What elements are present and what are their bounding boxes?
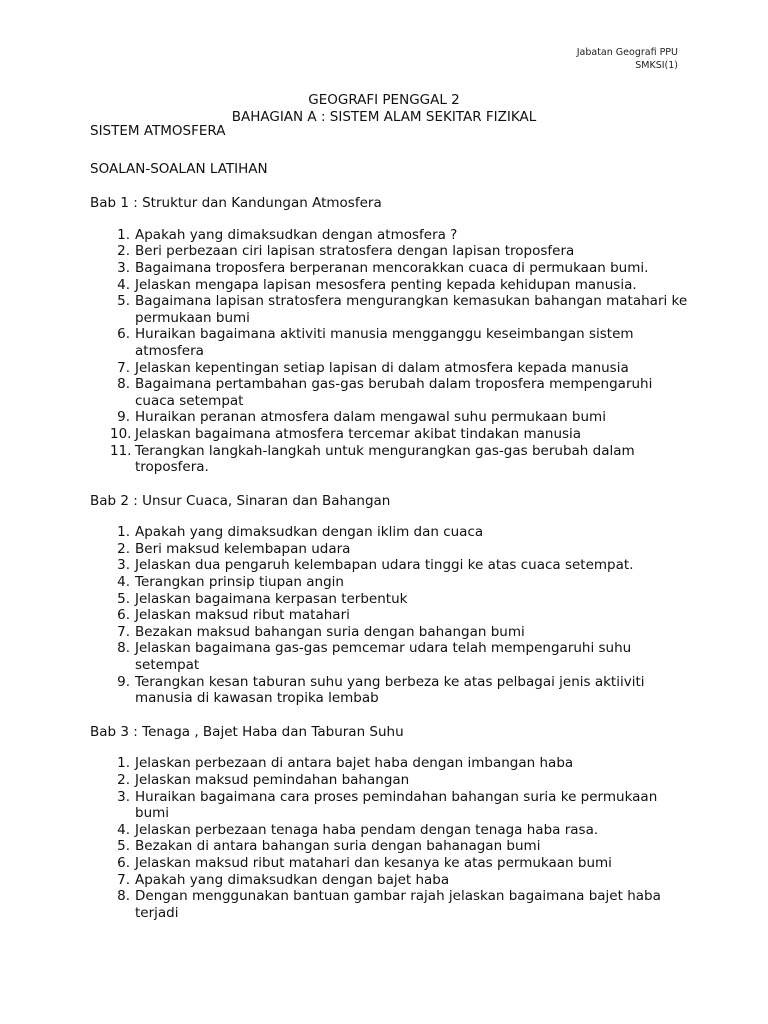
question-number: 4. xyxy=(117,276,130,293)
question-text: Jelaskan maksud pemindahan bahangan xyxy=(135,772,410,788)
question-text: Bezakan di antara bahangan suria dengan bahanagan bumi xyxy=(135,838,541,855)
question-number: 8. xyxy=(117,640,130,657)
question-number: 11. xyxy=(110,442,132,459)
question-text: Dengan menggunakan bantuan gambar rajah jelaskan bagaimana bajet haba terjadi xyxy=(135,888,661,921)
question-text: Terangkan langkah-langkah untuk mengurangkan gas-gas berubah dalam troposfera. xyxy=(135,442,635,476)
question-item xyxy=(90,855,690,872)
question-item xyxy=(90,524,690,541)
question-text: Jelaskan mengapa lapisan mesosfera penting kepada kehidupan manusia. xyxy=(135,276,637,293)
question-list xyxy=(90,524,690,707)
question-number: 6. xyxy=(117,326,130,343)
question-item xyxy=(90,326,690,359)
question-text: Huraikan bagaimana cara proses pemindahan bahangan suria ke permukaan bumi xyxy=(135,788,658,822)
question-text: Beri perbezaan ciri lapisan stratosfera dengan lapisan troposfera xyxy=(135,243,575,260)
question-item xyxy=(90,640,690,673)
question-text: Jelaskan dua pengaruh kelembapan udara tinggi ke atas cuaca setempat. xyxy=(135,557,634,574)
header-school: SMKSI(1) xyxy=(635,60,678,71)
question-number: 1. xyxy=(117,755,130,772)
question-item xyxy=(90,243,690,260)
question-item xyxy=(90,541,690,558)
section-heading: SOALAN-SOALAN LATIHAN xyxy=(90,160,268,177)
question-text: Bagaimana pertambahan gas-gas berubah dalam troposfera mempengaruhi cuaca setempat xyxy=(135,376,653,409)
header-department: Jabatan Geografi PPU xyxy=(576,47,678,58)
question-number: 3. xyxy=(117,259,130,276)
title-line-1: GEOGRAFI PENGGAL 2 xyxy=(308,92,460,108)
question-text: Apakah yang dimaksudkan dengan atmosfera ? xyxy=(135,226,458,243)
question-text: Jelaskan maksud ribut matahari dan kesanya ke atas permukaan bumi xyxy=(135,854,612,871)
question-text: Jelaskan bagaimana atmosfera tercemar akibat tindakan manusia xyxy=(135,425,582,442)
question-item xyxy=(90,443,690,476)
question-number: 3. xyxy=(117,788,130,805)
question-item xyxy=(90,789,690,822)
question-item xyxy=(90,674,690,707)
question-item xyxy=(90,822,690,839)
question-item xyxy=(90,591,690,608)
question-text: Huraikan peranan atmosfera dalam mengawal suhu permukaan bumi xyxy=(135,409,606,426)
question-text: Terangkan prinsip tiupan angin xyxy=(135,574,344,591)
question-text: Jelaskan bagaimana gas-gas pemcemar udara telah mempengaruhi suhu setempat xyxy=(135,640,632,674)
question-number: 1. xyxy=(117,226,130,243)
question-item xyxy=(90,376,690,409)
document-title xyxy=(0,92,768,126)
question-item xyxy=(90,293,690,326)
question-number: 3. xyxy=(117,557,130,574)
question-item xyxy=(90,574,690,591)
question-list xyxy=(90,227,690,476)
question-text: Huraikan bagaimana aktiviti manusia mengganggu keseimbangan sistem atmosfera xyxy=(135,326,634,359)
question-number: 5. xyxy=(117,590,130,607)
question-number: 5. xyxy=(117,838,130,855)
question-text: Apakah yang dimaksudkan dengan bajet haba xyxy=(135,871,450,888)
question-text: Bezakan maksud bahangan suria dengan bahangan bumi xyxy=(135,623,525,640)
question-item xyxy=(90,872,690,889)
subject-heading: SISTEM ATMOSFERA xyxy=(90,123,226,139)
question-text: Jelaskan perbezaan tenaga haba pendam dengan tenaga haba rasa. xyxy=(135,821,599,838)
question-item xyxy=(90,772,690,789)
question-text: Jelaskan maksud ribut matahari xyxy=(135,607,350,624)
question-number: 7. xyxy=(117,871,130,888)
question-number: 6. xyxy=(117,854,130,871)
question-number: 1. xyxy=(117,524,130,541)
document-body xyxy=(90,123,690,938)
question-number: 8. xyxy=(117,376,130,393)
question-number: 6. xyxy=(117,607,130,624)
question-text: Bagaimana lapisan stratosfera mengurangkan kemasukan bahangan matahari ke permukaan bumi xyxy=(135,293,688,326)
question-list xyxy=(90,755,690,921)
question-number: 2. xyxy=(117,243,130,260)
bab-heading: Bab 3 : Tenaga , Bajet Haba dan Taburan Suhu xyxy=(90,723,404,740)
title-line-2: BAHAGIAN A : SISTEM ALAM SEKITAR FIZIKAL xyxy=(231,109,537,125)
bab-2-section xyxy=(90,493,690,707)
question-text: Beri maksud kelembapan udara xyxy=(135,540,351,557)
question-number: 7. xyxy=(117,359,130,376)
question-item xyxy=(90,624,690,641)
question-number: 10. xyxy=(110,425,132,442)
question-text: Apakah yang dimaksudkan dengan iklim dan cuaca xyxy=(135,524,484,541)
bab-heading: Bab 1 : Struktur dan Kandungan Atmosfera xyxy=(90,195,382,212)
bab-1-section xyxy=(90,195,690,476)
question-number: 2. xyxy=(117,540,130,557)
question-number: 5. xyxy=(117,293,130,310)
question-number: 8. xyxy=(117,888,130,905)
question-item xyxy=(90,607,690,624)
question-item xyxy=(90,557,690,574)
question-number: 4. xyxy=(117,574,130,591)
question-item xyxy=(90,277,690,294)
question-text: Jelaskan kepentingan setiap lapisan di dalam atmosfera kepada manusia xyxy=(135,359,629,376)
bab-3-section xyxy=(90,724,690,922)
question-item xyxy=(90,838,690,855)
question-text: Bagaimana troposfera berperanan mencorakkan cuaca di permukaan bumi. xyxy=(135,259,649,276)
question-text: Jelaskan perbezaan di antara bajet haba dengan imbangan haba xyxy=(135,755,574,772)
page-header xyxy=(577,46,678,72)
question-item xyxy=(90,755,690,772)
question-text: Terangkan kesan taburan suhu yang berbeza ke atas pelbagai jenis aktiiviti manusia di kawasan tropika lembab xyxy=(135,673,645,707)
question-text: Jelaskan bagaimana kerpasan terbentuk xyxy=(135,590,408,607)
question-number: 4. xyxy=(117,821,130,838)
question-number: 9. xyxy=(117,673,130,690)
question-item xyxy=(90,360,690,377)
question-item xyxy=(90,888,690,921)
question-item xyxy=(90,227,690,244)
question-number: 2. xyxy=(117,772,130,788)
bab-heading: Bab 2 : Unsur Cuaca, Sinaran dan Bahangan xyxy=(90,492,391,509)
question-number: 9. xyxy=(117,409,130,426)
question-number: 7. xyxy=(117,623,130,640)
question-item xyxy=(90,426,690,443)
question-item xyxy=(90,260,690,277)
question-item xyxy=(90,409,690,426)
